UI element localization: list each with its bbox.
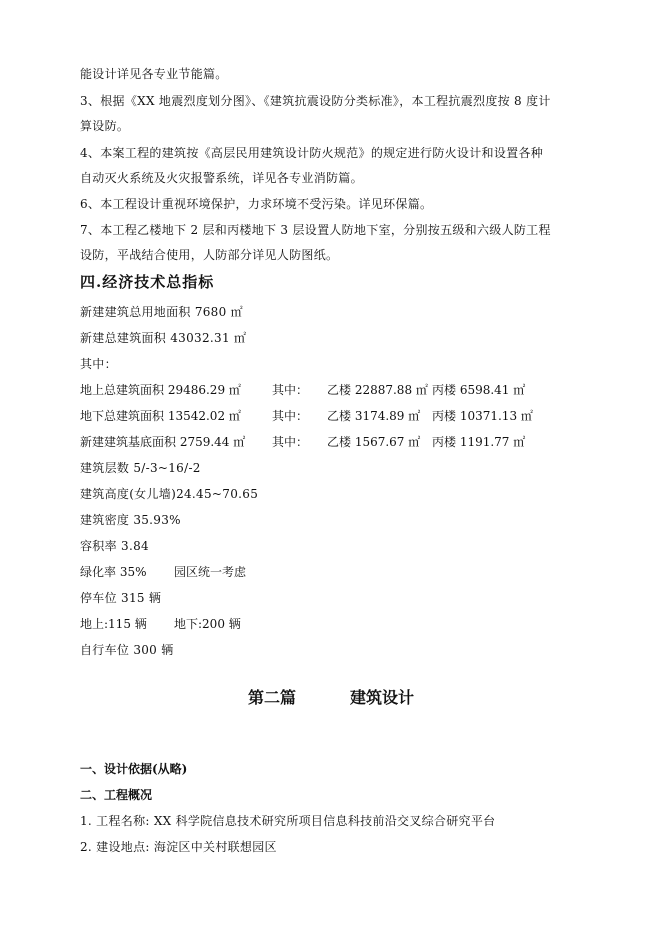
- paragraph-fire-line1: 4、本案工程的建筑按《高层民用建筑设计防火规范》的规定进行防火设计和设置各种: [80, 146, 544, 160]
- land-area: 新建建筑总用地面积 7680 ㎡: [80, 305, 243, 319]
- section-project-overview: 二、工程概况: [80, 788, 153, 802]
- parking-above-ground: 地上:115 辆: [80, 617, 147, 631]
- building-density: 建筑密度 35.93%: [80, 513, 181, 527]
- building-c-area: 丙楼 1191.77 ㎡: [432, 435, 526, 449]
- floor-area-ratio: 容积率 3.84: [80, 539, 149, 553]
- paragraph-seismic-line2: 算设防。: [80, 119, 130, 133]
- paragraph-environment: 6、本工程设计重视环境保护，力求环境不受污染。详见环保篇。: [80, 197, 433, 211]
- parking-below-ground: 地下:200 辆: [174, 617, 241, 631]
- section-heading-indicators: 四.经济技术总指标: [80, 273, 215, 291]
- building-height: 建筑高度(女儿墙)24.45~70.65: [80, 487, 259, 501]
- building-b-area: 乙楼 1567.67 ㎡: [327, 435, 421, 449]
- area-label: 地下总建筑面积 13542.02 ㎡: [80, 409, 241, 423]
- building-c-area: 丙楼 6598.41 ㎡: [432, 383, 526, 397]
- part-name: 建筑设计: [350, 688, 415, 707]
- project-location: 2. 建设地点: 海淀区中关村联想园区: [80, 840, 277, 854]
- section-design-basis: 一、设计依据(从略): [80, 762, 188, 776]
- project-name: 1. 工程名称: XX 科学院信息技术研究所项目信息科技前沿交叉综合研究平台: [80, 814, 496, 828]
- paragraph-energy-tail: 能设计详见各专业节能篇。: [80, 67, 228, 81]
- building-floors: 建筑层数 5/-3~16/-2: [80, 461, 201, 475]
- area-label: 地上总建筑面积 29486.29 ㎡: [80, 383, 241, 397]
- building-c-area: 丙楼 10371.13 ㎡: [432, 409, 533, 423]
- of-which-inline: 其中：: [272, 409, 309, 423]
- part-number: 第二篇: [247, 688, 296, 707]
- greening-note: 园区统一考虑: [174, 565, 247, 579]
- paragraph-fire-line2: 自动灭火系统及火灾报警系统，详见各专业消防篇。: [80, 171, 363, 185]
- paragraph-seismic-line1: 3、根据《XX 地震烈度划分图》、《建筑抗震设防分类标准》，本工程抗震烈度按 8 度计: [80, 94, 551, 108]
- building-b-area: 乙楼 3174.89 ㎡: [327, 409, 421, 423]
- of-which-inline: 其中：: [272, 435, 309, 449]
- bicycle-spaces: 自行车位 300 辆: [80, 643, 174, 657]
- building-b-area: 乙楼 22887.88 ㎡: [327, 383, 428, 397]
- paragraph-civil-defense-line2: 设防，平战结合使用，人防部分详见人防图纸。: [80, 248, 339, 262]
- part-title: [0, 687, 662, 709]
- parking-spaces: 停车位 315 辆: [80, 591, 162, 605]
- of-which-inline: 其中：: [272, 383, 309, 397]
- greening-rate: 绿化率 35%: [80, 565, 147, 579]
- area-label: 新建建筑基底面积 2759.44 ㎡: [80, 435, 246, 449]
- total-floor-area: 新建总建筑面积 43032.31 ㎡: [80, 331, 247, 345]
- of-which-label: 其中：: [80, 357, 117, 371]
- paragraph-civil-defense-line1: 7、本工程乙楼地下 2 层和丙楼地下 3 层设置人防地下室，分别按五级和六级人防工程: [80, 223, 551, 237]
